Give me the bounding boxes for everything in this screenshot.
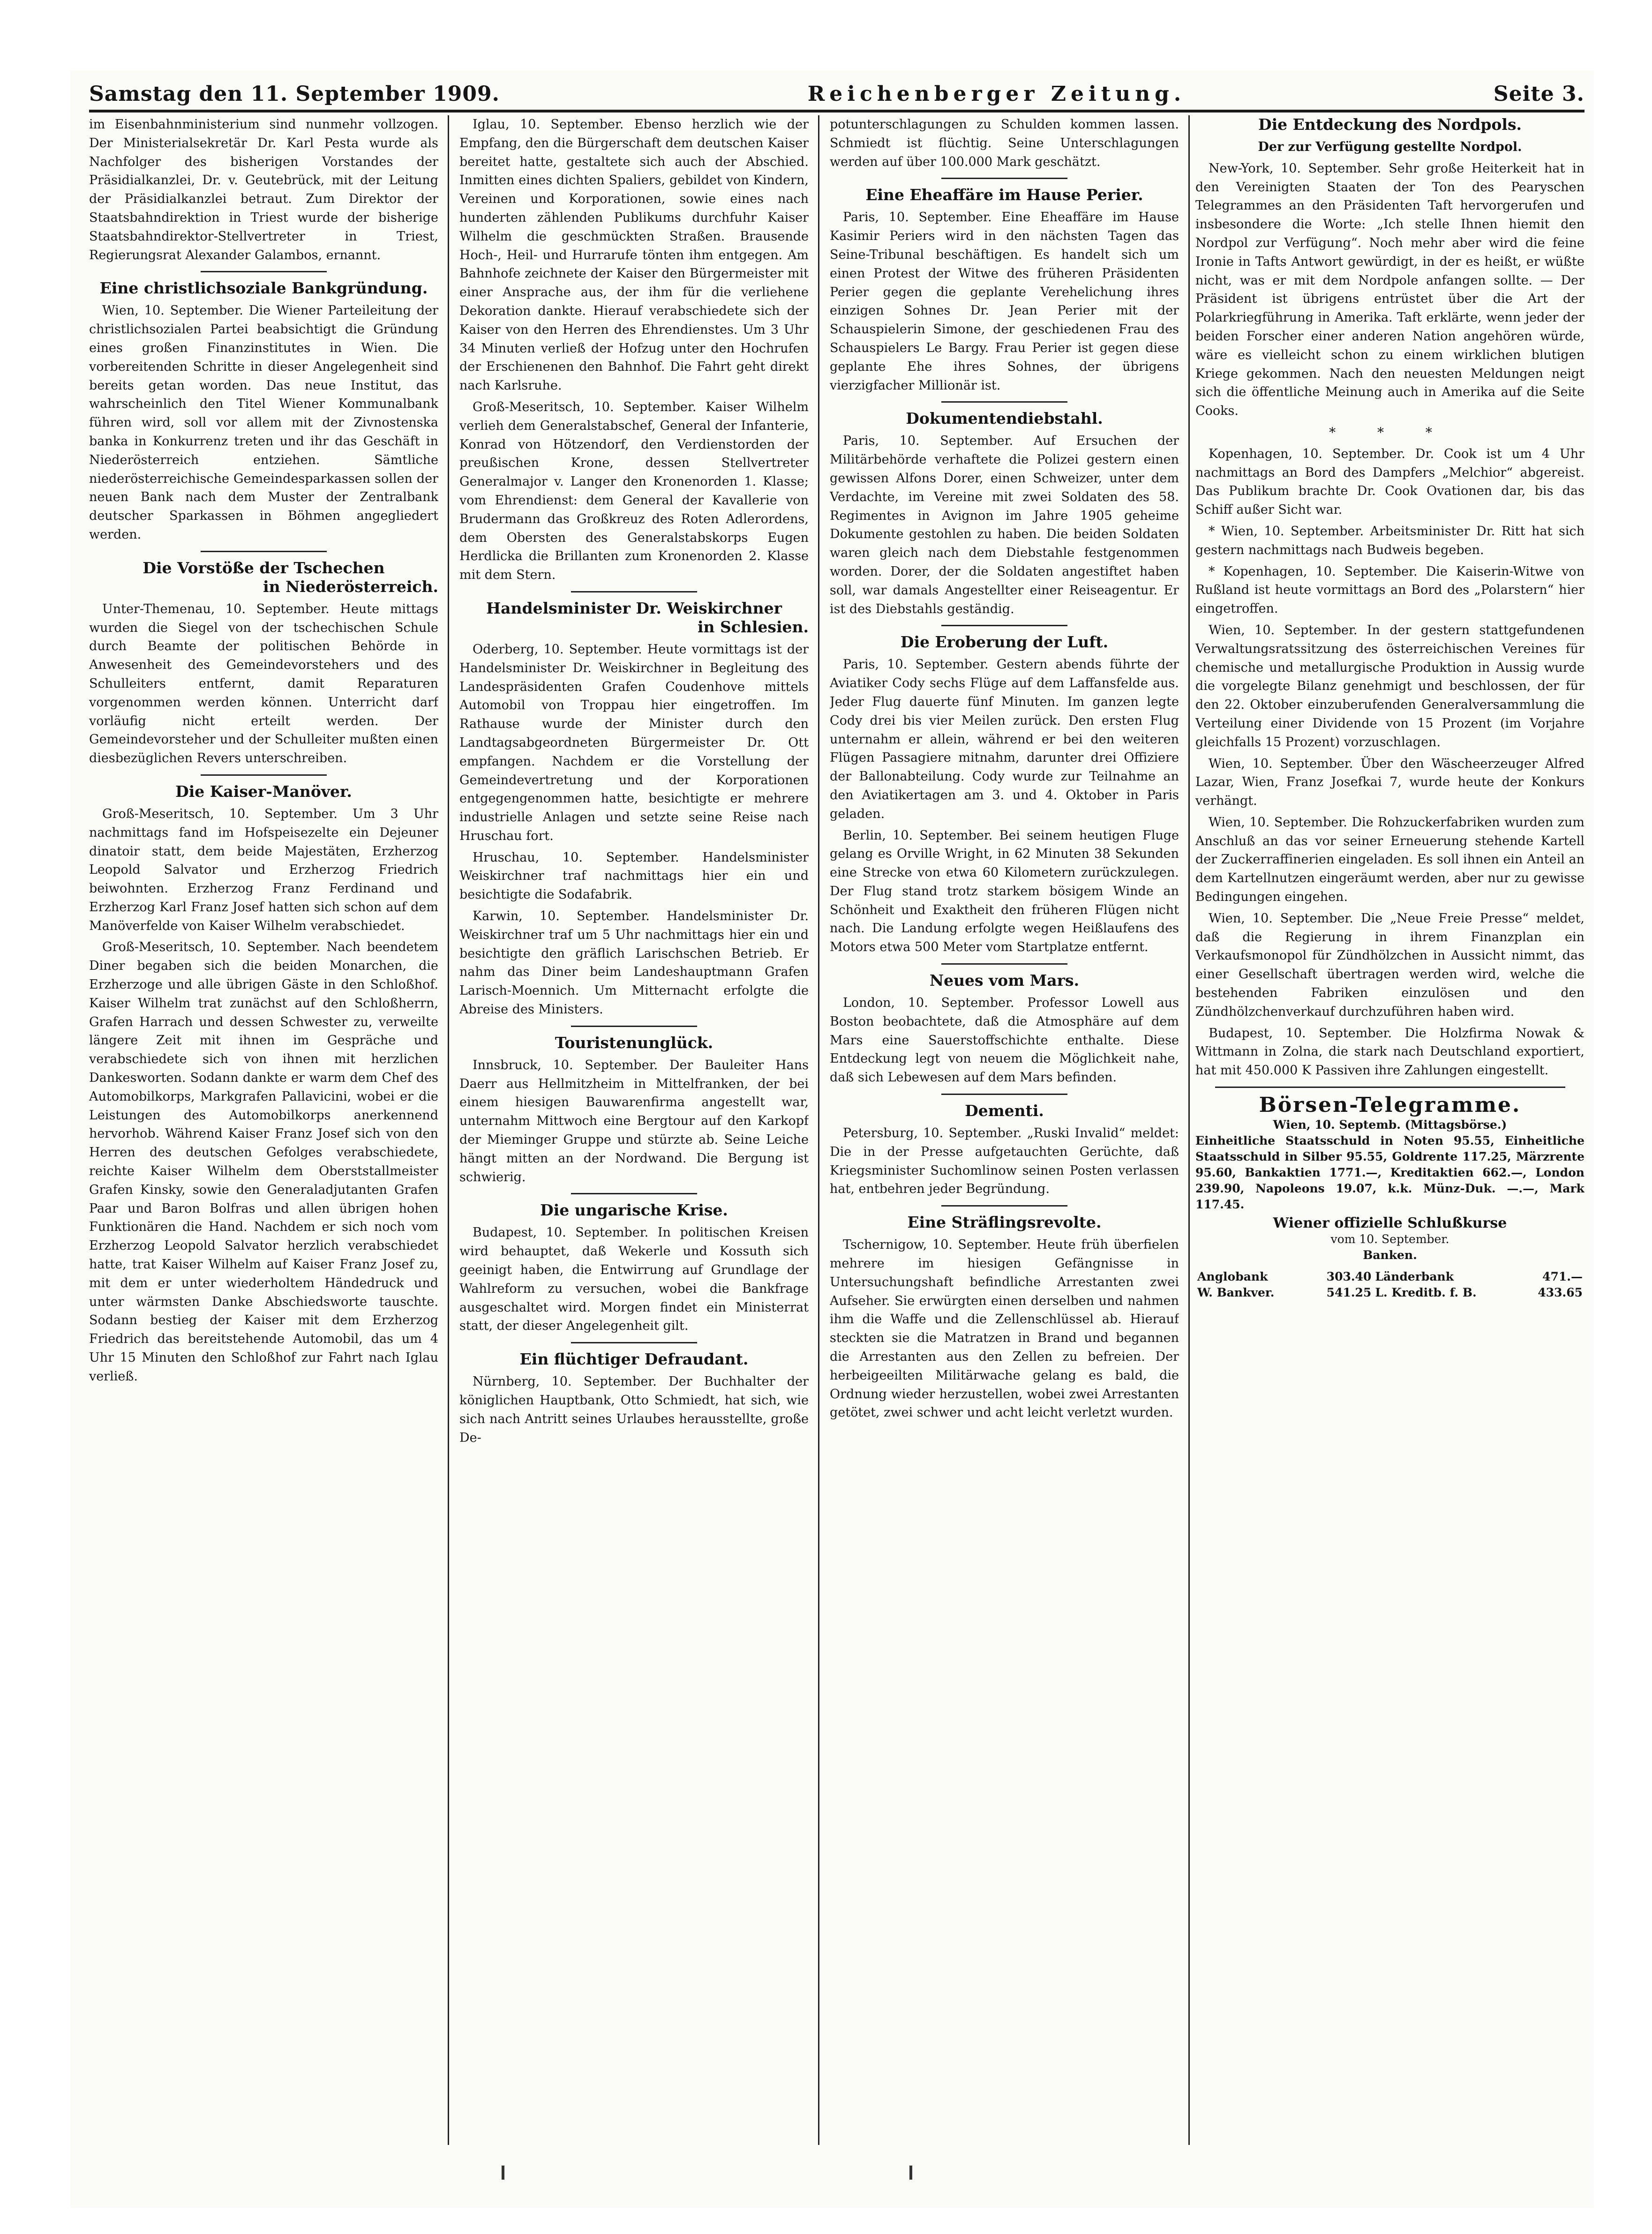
article-paragraph: Wien, 10. September. In der gestern stattgefundenen Verwaltungsratssitzung des österreichischen Vereines für chemische und metallurgische Produktion in Aussig wurde die vorgelegte Bilanz genehmigt und beschlossen, der für den 22. Oktober einzuberufenden Generalversammlung die Verteilung einer Dividende von 15 Prozent (im Vorjahre gleichfalls 15 Prozent) vorzuschlagen. <box>1195 622 1584 750</box>
column-3 <box>830 115 1179 2145</box>
article-separator <box>201 774 326 776</box>
article-paragraph: Innsbruck, 10. September. Der Bauleiter Hans Daerr aus Hellmitzheim in Mittelfranken, der bei einem hiesigen Bauwarenfirma angestellt war, unternahm Mittwoch eine Bergtour auf den Karkopf der Mieminger Gruppe und stürzte ab. Seine Leiche hängt mitten an der Nordwand. Die Bergung ist schwierig. <box>459 1057 809 1184</box>
bank-rate: 303.40 <box>1326 1270 1372 1284</box>
article-separator <box>571 1026 697 1027</box>
article-separator <box>941 1205 1067 1207</box>
article-paragraph: Paris, 10. September. Gestern abends führte der Aviatiker Cody sechs Flüge auf dem Laffansfelde aus. Jeder Flug dauerte fünf Minuten. Im ganzen legte Cody drei bis vier Meilen zurück. Den ersten Flug unternahm er allein, während er bei den weiteren Flügen Passagiere mitnahm, darunter drei Offiziere der Ballonabteilung. Cody wurde zur Teilnahme an den Aviatikertagen am 3. und 4. Oktober in Paris geladen. <box>830 657 1179 821</box>
article-paragraph: im Eisenbahnministerium sind nunmehr vollzogen. Der Ministerialsekretär Dr. Karl Pesta wurde als Nachfolger des bisherigen Vorstandes der Präsidialkanzlei, Dr. v. Geutebrück, mit der Leitung der Präsidialkanzlei betraut. Zum Direktor der Staatsbahndirektion in Triest wurde der bisherige Staatsbahndirektor-Stellvertreter in Triest, Regierungsrat Alexander Galambos, ernannt. <box>89 117 438 262</box>
article-separator <box>941 625 1067 626</box>
article-separator <box>201 271 326 272</box>
article-paragraph: * Wien, 10. September. Arbeitsminister Dr. Ritt hat sich gestern nachmittags nach Budweis begeben. <box>1195 524 1584 557</box>
article-paragraph: Paris, 10. September. Auf Ersuchen der Militärbehörde verhaftete die Polizei gestern einen gewissen Alfons Dorer, einen Schweizer, unter dem Verdachte, im Vereine mit zwei Soldaten des 58. Regimentes in Avignon im Jahre 1905 geheime Dokumente gestohlen zu haben. Die beiden Soldaten waren gleich nach dem Diebstahle festgenommen worden. Dorer, der die Soldaten angestiftet haben soll, war damals Angestellter einer Reiseagentur. Er ist des Diebstahls geständig. <box>830 434 1179 616</box>
bourse-quotes: Einheitliche Staatsschuld in Noten 95.55, Einheitliche Staatsschuld in Silber 95.55, Goldrente 117.25, Märzrente 95.60, Bankaktien 1771.—, Kreditaktien 662.—, London 239.90, Napoleons 19.07, k.k. Münz-Duk. —.—, Mark 117.45. <box>1195 1134 1584 1212</box>
column-divider <box>448 115 449 2145</box>
article-paragraph: Berlin, 10. September. Bei seinem heutigen Fluge gelang es Orville Wright, in 62 Minuten 38 Sekunden eine Strecke von etwa 60 Kilometern zurückzulegen. Der Flug stand trotz starkem bösigem Winde an Schönheit und Exaktheit den früheren Flügen nicht nach. Die Landung erfolgte wegen Heißlaufens des Motors etwa 500 Meter vom Startplatze entfernt. <box>830 828 1179 955</box>
article-separator <box>941 401 1067 403</box>
bank-name: Länderbank <box>1375 1270 1454 1284</box>
article-paragraph: Groß-Meseritsch, 10. September. Kaiser Wilhelm verlieh dem Generalstabschef, General der Infanterie, Konrad von Hötzendorf, den Verdienstorden der preußischen Krone, dessen Stellvertreter Generalmajor v. Langer den Kronenorden 1. Klasse; vom Ehrendienst: dem General der Kavallerie von Brudermann das Großkreuz des Roten Adlerordens, dem Obersten des Generalstabskorps Eugen Herdlicka die Brillanten zum Kronenorden 2. Klasse mit dem Stern. <box>459 399 809 583</box>
bank-rate: 433.65 <box>1538 1286 1583 1300</box>
article-separator <box>571 591 697 592</box>
table-row <box>1195 1285 1584 1301</box>
article-heading: Eine christlichsoziale Bankgründung. <box>99 279 428 298</box>
table-row <box>1195 1269 1584 1285</box>
article-paragraph: Tschernigow, 10. September. Heute früh überfielen mehrere im hiesigen Gefängnisse in Untersuchungshaft befindliche Arrestanten zwei Aufseher. Sie erwürgten einen derselben und nahmen ihm die Waffe und die Zellenschlüssel ab. Hierauf steckten sie die Matratzen in Brand und begannen die Arrestanten aus den Zellen zu befreien. Der herbeigeeilten Militärwache gelang es bald, die Ordnung wieder herzustellen, wobei zwei Arrestanten getötet, zwei schwer und acht leicht verletzt wurden. <box>830 1237 1179 1420</box>
bank-name: Anglobank <box>1197 1270 1268 1284</box>
article-heading-continued: in Schlesien. <box>697 617 809 636</box>
article-separator <box>201 551 326 552</box>
newspaper-page <box>70 70 1594 2208</box>
article-paragraph: Budapest, 10. September. In politischen Kreisen wird behauptet, daß Wekerle und Kossuth sich geeinigt haben, die Entwirrung auf Grundlage der Wahlreform zu versuchen, wobei die Bankfrage ausgeschaltet wird. Morgen findet ein Ministerrat statt, der dieser Angelegenheit gilt. <box>459 1225 809 1334</box>
masthead <box>89 70 1584 106</box>
article-paragraph: Unter-Themenau, 10. September. Heute mittags wurden die Siegel von der tschechischen Schule durch Beamte der politischen Behörde in Anwesenheit des Gemeindevorstehers und des Schulleiters entfernt, damit Reparaturen vorgenommen werden können. Unterricht darf vorläufig nicht erteilt werden. Der Gemeindevorsteher und der Schulleiter mußten einen diesbezüglichen Revers unterschreiben. <box>89 601 438 766</box>
article-heading: Ein flüchtiger Defraudant. <box>519 1350 749 1369</box>
article-heading: Die Eroberung der Luft. <box>900 633 1109 652</box>
bank-name: W. Bankver. <box>1197 1286 1275 1300</box>
article-separator <box>1215 1087 1565 1088</box>
column-divider <box>1188 115 1190 2145</box>
article-paragraph: London, 10. September. Professor Lowell aus Boston beobachtete, daß die Atmosphäre auf dem Mars eine Sauerstoffschichte enthalte. Diese Entdeckung legt von neuem die Möglichkeit nahe, daß sich Lebewesen auf dem Mars befinden. <box>830 996 1179 1085</box>
article-heading: Touristenunglück. <box>555 1033 713 1052</box>
article-paragraph: Paris, 10. September. Eine Eheaffäre im Hause Kasimir Periers wird in den nächsten Tagen das Seine-Tribunal beschäftigen. Es handelt sich um einen Protest der Witwe des früheren Präsidenten Perier gegen die geplante Verehelichung ihres einzigen Sohnes Dr. Jean Perier mit der Schauspielerin Simone, der geschiedenen Frau des Schauspielers Le Bargy. Frau Perier ist gegen diese geplante Ehe ihres Sohnes, der übrigens vierzigfacher Millionär ist. <box>830 210 1179 393</box>
page-number: Seite 3. <box>1493 82 1584 106</box>
bourse-subtitle: Wiener offizielle Schlußkurse <box>1273 1215 1507 1232</box>
article-paragraph: Wien, 10. September. Die Wiener Parteileitung der christlichsozialen Partei beabsichtigt die Gründung eines großen Finanzinstitutes in Wien. Die vorbereitenden Schritte in dieser Angelegenheit sind bereits getan worden. Das neue Institut, das wahrscheinlich den Titel Wiener Kommunalbank führen wird, soll vor allem mit der Zivnostenska banka in Konkurrenz treten und ihr das Geschäft in Niederösterreich entziehen. Sämtliche niederösterreichische Gemeindesparkassen sollen der neuen Bank nach dem Muster der Zentralbank deutscher Sparkassen in Böhmen angegliedert werden. <box>89 303 438 542</box>
article-paragraph: * Kopenhagen, 10. September. Die Kaiserin-Witwe von Rußland ist heute vormittags an Bord des „Polarstern“ hier eingetroffen. <box>1195 564 1584 616</box>
bourse-title: Börsen-Telegramme. <box>1259 1093 1521 1117</box>
bourse-dateline: Wien, 10. Septemb. (Mittagsbörse.) <box>1273 1118 1507 1132</box>
article-separator <box>941 1094 1067 1095</box>
article-paragraph: Budapest, 10. September. Die Holzfirma Nowak & Wittmann in Zolna, die stark nach Deutschland exportiert, hat mit 450.000 K Passiven ihre Zahlungen eingestellt. <box>1195 1026 1584 1078</box>
article-paragraph: Groß-Meseritsch, 10. September. Nach beendetem Diner begaben sich die beiden Monarchen, die Erzherzoge und alle übrigen Gäste in den Schloßhof. Kaiser Wilhelm trat zunächst auf den Schloßherrn, Grafen Harrach und dessen Schwester zu, verweilte längere Zeit mit ihnen im Gespräche und verabschiedete sich von ihnen mit herzlichen Dankesworten. Sodann dankte er warm dem Chef des Automobilkorps, Markgrafen Pallavicini, wobei er die Leistungen des Automobilkorps anerkennend hervorhob. Während Kaiser Franz Josef sich von den Herren des deutschen Gefolges verabschiedete, reichte Kaiser Wilhelm dem Oberststallmeister Grafen Kinsky, sowie den Generaladjutanten Grafen Paar und Baron Bolfras und allen übrigen hohen Funktionären die Hand. Nachdem er sich noch vom Erzherzog Leopold Salvator herzlich verabschiedet hatte, trat Kaiser Wilhelm auf Kaiser Franz Josef zu, mit dem er unter wiederholtem Händedruck und unter wärmsten Danke Abschiedsworte tauschte. Sodann bestieg der Kaiser mit dem Erzherzog Friedrich das bereitstehende Automobil, das um 4 Uhr 15 Minuten den Schloßhof zur Fahrt nach Iglau verließ. <box>89 940 438 1384</box>
newspaper-name: Reichenberger Zeitung. <box>807 82 1186 106</box>
article-heading: Neues vom Mars. <box>929 971 1080 990</box>
stock-exchange-report <box>1195 1093 1584 1301</box>
article-paragraph: Nürnberg, 10. September. Der Buchhalter der königlichen Hauptbank, Otto Schmiedt, hat sich, wie sich nach Antritt seines Urlaubes herausstellte, große De- <box>459 1374 809 1445</box>
article-paragraph: Oderberg, 10. September. Heute vormittags ist der Handelsminister Dr. Weiskirchner in Begleitung des Landespräsidenten Grafen Coudenhove mittels Automobil von Troppau hier eingetroffen. Im Rathause wurde der Minister durch den Landtagsabgeordneten Bürgermeister Dr. Ott empfangen. Nachdem er die Vorstellung der Gemeindevertretung und der Korporationen entgegengenommen hatte, besichtigte er mehrere industrielle Anlagen und setzte seine Reise nach Hruschau fort. <box>459 642 809 843</box>
column-1 <box>89 115 438 2145</box>
article-heading: Dokumentendiebstahl. <box>906 409 1103 428</box>
column-4 <box>1195 115 1584 2145</box>
column-2 <box>459 115 809 2145</box>
article-heading: Die Vorstöße der Tschechen <box>143 558 385 577</box>
article-separator <box>941 963 1067 965</box>
column-divider <box>818 115 819 2145</box>
bank-rates-table <box>1195 1269 1584 1301</box>
article-heading-continued: in Niederösterreich. <box>263 577 438 596</box>
article-paragraph: Karwin, 10. September. Handelsminister Dr. Weiskirchner traf um 5 Uhr nachmittags hier ein und besichtigte den gräflich Larischschen Betrieb. Er nahm das Diner beim Landeshauptmann Grafen Larisch-Moennich. Um Mitternacht erfolgte die Abreise des Ministers. <box>459 909 809 1017</box>
article-heading: Die Entdeckung des Nordpols. <box>1258 115 1522 134</box>
article-heading: Die Kaiser-Manöver. <box>175 782 352 801</box>
article-heading: Eine Sträflingsrevolte. <box>907 1213 1102 1232</box>
article-separator <box>571 1342 697 1343</box>
issue-date: Samstag den 11. September 1909. <box>89 82 500 106</box>
article-heading: Dementi. <box>965 1102 1044 1120</box>
star-separator: * * * <box>1329 424 1451 440</box>
article-paragraph: Hruschau, 10. September. Handelsminister Weiskirchner traf nachmittags hier ein und besichtigte die Sodafabrik. <box>459 850 809 902</box>
article-paragraph: Wien, 10. September. Über den Wäscheerzeuger Alfred Lazar, Wien, Franz Josefkai 7, wurde heute der Konkurs verhängt. <box>1195 756 1584 809</box>
bourse-section-banks: Banken. <box>1363 1248 1417 1262</box>
article-paragraph: Wien, 10. September. Die Rohzuckerfabriken wurden zum Anschluß an das vor seiner Erneuerung stehende Kartell der Zuckerraffinerien eingeladen. Es soll ihnen ein Anteil an dem Kartellnutzen eingeräumt werden, aber nur zu gewisse Bedingungen eingehen. <box>1195 815 1584 905</box>
masthead-rule <box>89 110 1584 112</box>
bank-rate: 541.25 <box>1326 1286 1372 1300</box>
bank-rate: 471.— <box>1542 1270 1583 1284</box>
article-paragraph: potunterschlagungen zu Schulden kommen lassen. Schmiedt ist flüchtig. Seine Unterschlagungen werden auf über 100.000 Mark geschätzt. <box>830 117 1179 169</box>
article-paragraph: Groß-Meseritsch, 10. September. Um 3 Uhr nachmittags fand im Hofspeisezelte ein Dejeuner dinatoir statt, dem beide Majestäten, Erzherzog Leopold Salvator und Erzherzog Friedrich beiwohnten. Erzherzog Franz Ferdinand und Erzherzog Karl Franz Josef hatten sich schon auf dem Manöverfelde von Kaiser Wilhelm verabschiedet. <box>89 806 438 933</box>
bank-name: L. Kreditb. f. B. <box>1375 1286 1477 1300</box>
article-separator <box>571 1193 697 1194</box>
article-paragraph: Iglau, 10. September. Ebenso herzlich wie der Empfang, den die Bürgerschaft dem deutschen Kaiser bereitet hatte, gestaltete sich auch der Abschied. Inmitten eines dichten Spaliers, gebildet von Kindern, Vereinen und Korporationen, sowie eines nach hunderten zählenden Publikums durchfuhr Kaiser Wilhelm die geschmückten Straßen. Brausende Hoch-, Heil- und Hurrarufe tönten ihm entgegen. Am Bahnhofe zeichnete der Kaiser den Bürgermeister mit einer Ansprache aus, der ihm für die verliehene Dekoration dankte. Hierauf verabschiedete sich der Kaiser von den Herren des Ehrendienstes. Um 3 Uhr 34 Minuten verließ der Hofzug unter den Hochrufen der Erschienenen den Bahnhof. Die Fahrt geht direkt nach Karlsruhe. <box>459 117 809 393</box>
article-heading: Eine Eheaffäre im Hause Perier. <box>865 186 1143 204</box>
article-heading: Handelsminister Dr. Weiskirchner <box>486 599 782 617</box>
print-mark <box>909 2166 912 2180</box>
article-paragraph: New-York, 10. September. Sehr große Heiterkeit hat in den Vereinigten Staaten der Ton des Pearyschen Telegrammes an den Präsidenten Taft hervorgerufen und insbesondere die Worte: „Ich stelle Ihnen hiemit den Nordpol zur Verfügung“. Noch mehr aber wird die feine Ironie in Tafts Antwort gewürdigt, in der es heißt, er wüßte nicht, was er mit dem Nordpole anfangen sollte. — Der Präsident ist übrigens entrüstet über die Art der Polarkriegführung in Amerika. Taft erklärte, wenn jeder der beiden Forscher einer anderen Nation angehören würde, wäre es vielleicht schon zu einem wirklichen blutigen Kriege gekommen. Nach den neuesten Meldungen neigt sich die öffentliche Meinung auch in Amerika auf die Seite Cooks. <box>1195 161 1584 419</box>
print-mark <box>502 2166 504 2180</box>
article-paragraph: Wien, 10. September. Die „Neue Freie Presse“ meldet, daß die Regierung in ihrem Finanzplan ein Verkaufsmonopol für Zündhölzchen in Aussicht nimmt, das einer Gesellschaft übertragen werden wird, welche die bestehenden Fabriken einzulösen und den Zündhölzchenverkauf durchzuführen haben wird. <box>1195 911 1584 1019</box>
article-paragraph: Kopenhagen, 10. September. Dr. Cook ist um 4 Uhr nachmittags an Bord des Dampfers „Melchior“ abgereist. Das Publikum brachte Dr. Cook Ovationen dar, bis das Schiff außer Sicht war. <box>1195 446 1584 517</box>
article-heading: Die ungarische Krise. <box>540 1201 728 1220</box>
article-separator <box>941 178 1067 179</box>
bourse-date: vom 10. September. <box>1330 1232 1449 1246</box>
article-subheading: Der zur Verfügung gestellte Nordpol. <box>1258 140 1522 154</box>
article-paragraph: Petersburg, 10. September. „Ruski Invalid“ meldet: Die in der Presse aufgetauchten Gerüchte, daß Kriegsminister Suchomlinow seinen Posten verlassen hat, entbehren jeder Begründung. <box>830 1126 1179 1197</box>
